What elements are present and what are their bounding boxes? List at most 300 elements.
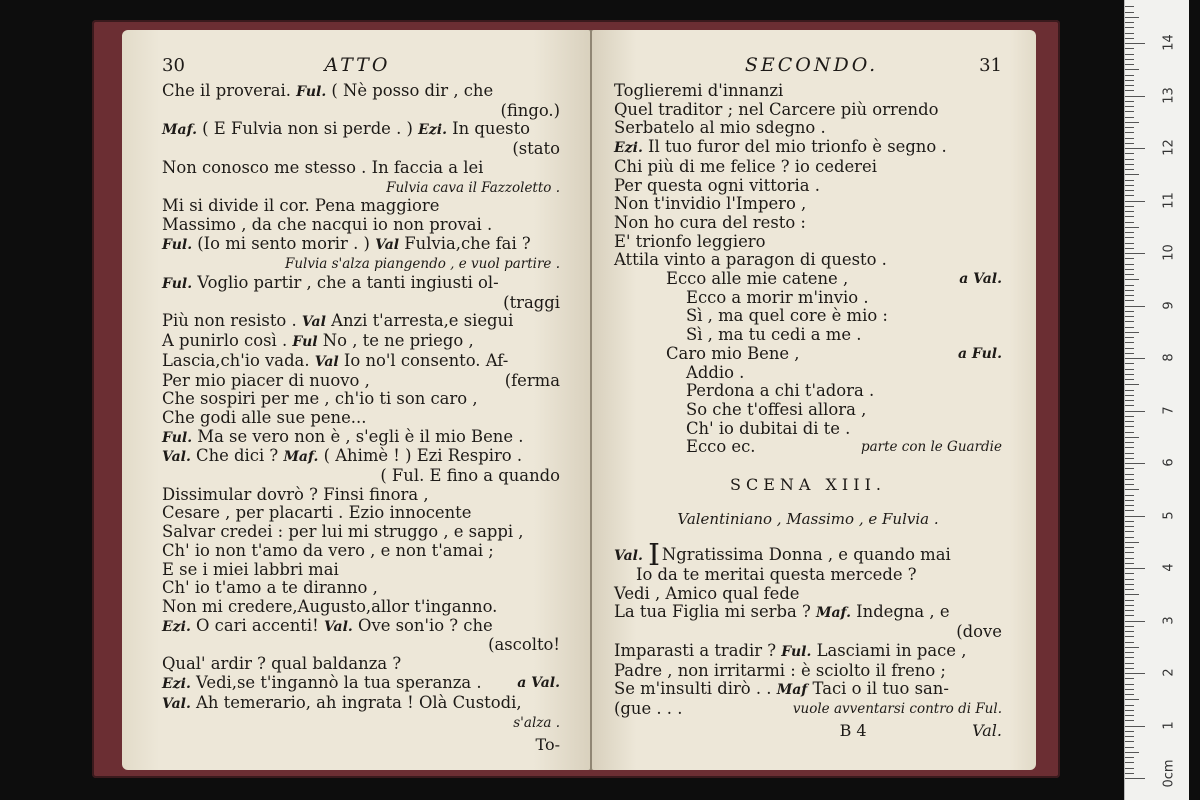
- right-line: [614, 195, 1002, 214]
- ruler-tick: [1125, 636, 1134, 637]
- left-text-block: [162, 82, 560, 733]
- ruler-label: 5: [1161, 510, 1177, 520]
- verse-text: No , te ne priego ,: [317, 331, 474, 351]
- right-line: [614, 585, 1002, 604]
- scene-title: SCENA XIII.: [730, 475, 886, 495]
- ruler-tick: [1125, 589, 1134, 590]
- ruler-tick: [1125, 437, 1139, 438]
- left-line: [162, 523, 560, 542]
- ruler-tick: [1125, 741, 1134, 742]
- ruler-label: 12: [1161, 139, 1177, 156]
- right-line: [614, 700, 1002, 719]
- stage-direction: parte con le Guardie: [860, 439, 1002, 456]
- line-end-fragment: (stato: [512, 139, 560, 159]
- left-line: [162, 636, 560, 655]
- ruler-tick: [1125, 505, 1134, 506]
- verse-text: Lasciami in pace ,: [811, 640, 967, 660]
- verse-text: (gue . . .: [614, 698, 683, 718]
- ruler-tick: [1125, 568, 1145, 569]
- left-line: [162, 713, 560, 733]
- verse-text: Quel traditor ; nel Carcere più orrendo: [614, 99, 939, 119]
- left-line: [162, 428, 560, 448]
- verse-text: Ecco alle mie catene ,: [666, 269, 849, 289]
- left-line: [162, 197, 560, 216]
- ruler-label: 10: [1161, 244, 1177, 261]
- left-line: [162, 254, 560, 274]
- ruler-tick: [1125, 48, 1134, 49]
- ruler-tick: [1125, 75, 1134, 76]
- verse-text: Perdona a chi t'adora .: [686, 381, 875, 401]
- right-line: [614, 420, 1002, 439]
- ruler-tick: [1125, 43, 1145, 44]
- ruler-tick: [1125, 321, 1134, 322]
- ruler-tick: [1125, 316, 1134, 317]
- ruler-tick: [1125, 190, 1134, 191]
- ruler-tick: [1125, 290, 1134, 291]
- left-line: [162, 486, 560, 505]
- aside-direction: a Val.: [517, 674, 560, 691]
- verse-text: Ecco a morir m'invio .: [686, 287, 869, 307]
- verse-text: Ove son'io ? che: [352, 615, 493, 635]
- left-line: [162, 504, 560, 523]
- ruler-tick: [1125, 726, 1145, 727]
- ruler-tick: [1125, 285, 1134, 286]
- verse-text: Il tuo furor del mio trionfo è segno .: [642, 137, 947, 157]
- ruler-tick: [1125, 258, 1134, 259]
- ruler-tick: [1125, 631, 1134, 632]
- ruler-tick: [1125, 426, 1134, 427]
- ruler-tick: [1125, 96, 1145, 97]
- ruler-tick: [1125, 558, 1134, 559]
- line-end-fragment: (traggi: [503, 292, 560, 312]
- left-line: [162, 694, 560, 714]
- verse-text: Ma se vero non è , s'egli è il mio Bene .: [192, 426, 524, 446]
- ruler-label: 13: [1161, 86, 1177, 104]
- speaker-label: Val: [314, 353, 339, 370]
- ruler-tick: [1125, 657, 1134, 658]
- ruler-tick: [1125, 594, 1139, 595]
- ruler-tick: [1125, 610, 1134, 611]
- verse-text: Mi si divide il cor. Pena maggiore: [162, 196, 440, 216]
- ruler-tick: [1125, 642, 1134, 643]
- ruler-tick: [1125, 526, 1134, 527]
- verse-text: Fulvia,che fai ?: [399, 233, 531, 253]
- left-line: [162, 120, 560, 140]
- ruler-tick: [1125, 500, 1134, 501]
- ruler-tick: [1125, 206, 1134, 207]
- verse-text: Sì , ma tu cedi a me .: [686, 325, 862, 345]
- right-page-number: 31: [979, 55, 1002, 76]
- left-line: [162, 598, 560, 617]
- left-line: [162, 409, 560, 428]
- right-text-block-top: [614, 82, 1002, 457]
- verse-text: Attila vinto a paragon di questo .: [614, 250, 887, 270]
- ruler-tick: [1125, 762, 1134, 763]
- verse-text: Vedi , Amico qual fede: [614, 583, 800, 603]
- ruler-tick: [1125, 453, 1134, 454]
- ruler-tick: [1125, 295, 1134, 296]
- ruler-tick: [1125, 673, 1145, 674]
- ruler-tick: [1125, 647, 1139, 648]
- right-line: [614, 345, 1002, 364]
- verse-text: Imparasti a tradir ?: [614, 640, 782, 660]
- left-page-number: 30: [162, 55, 185, 76]
- ruler-tick: [1125, 148, 1145, 149]
- ruler-tick: [1125, 85, 1134, 86]
- ruler-tick: [1125, 64, 1134, 65]
- ruler-label: 2: [1161, 668, 1177, 677]
- ruler-tick: [1125, 59, 1134, 60]
- verse-text: (Io mi sento morir . ): [192, 233, 376, 253]
- verse-text: So che t'offesi allora ,: [686, 399, 867, 419]
- left-line: [162, 617, 560, 637]
- verse-text: Per questa ogni vittoria .: [614, 175, 820, 195]
- verse-text: Che dici ?: [190, 446, 284, 466]
- left-line: [162, 390, 560, 409]
- right-footer: [614, 721, 1002, 740]
- left-catchword: To-: [535, 734, 560, 754]
- verse-text: Io no'l consento. Af-: [338, 350, 509, 370]
- ruler-tick: [1125, 363, 1134, 364]
- ruler-tick: [1125, 521, 1134, 522]
- right-text-block-bottom: [614, 538, 1002, 719]
- line-end-fragment: ( Ful. E fino a quando: [380, 466, 560, 486]
- ruler-tick: [1125, 537, 1134, 538]
- speaker-label: Val.: [162, 449, 191, 466]
- stage-direction: Fulvia cava il Fazzoletto .: [386, 179, 560, 196]
- ruler-tick: [1125, 384, 1139, 385]
- right-line: [614, 158, 1002, 177]
- ruler-tick: [1125, 652, 1134, 653]
- left-line: [162, 294, 560, 313]
- right-line: [614, 642, 1002, 662]
- ruler-tick: [1125, 211, 1134, 212]
- ruler-tick: [1125, 27, 1134, 28]
- verse-text: Vedi,se t'ingannò la tua speranza .: [190, 672, 482, 692]
- verse-text: Indegna , e: [850, 602, 950, 622]
- ruler-tick: [1125, 663, 1134, 664]
- ruler-tick: [1125, 101, 1134, 102]
- ruler-tick: [1125, 479, 1134, 480]
- right-line: [614, 623, 1002, 642]
- ruler-tick: [1125, 694, 1134, 695]
- ruler-tick: [1125, 773, 1134, 774]
- verse-text: E se i miei labbri mai: [162, 559, 339, 579]
- right-line: [614, 538, 1002, 574]
- ruler-tick: [1125, 369, 1134, 370]
- right-line: [614, 214, 1002, 233]
- left-footer: [162, 735, 560, 754]
- right-line: [614, 270, 1002, 289]
- ruler-tick: [1125, 237, 1134, 238]
- ruler-tick: [1125, 132, 1134, 133]
- left-line: [162, 216, 560, 235]
- ruler-tick: [1125, 484, 1134, 485]
- verse-text: O cari accenti!: [190, 615, 324, 635]
- ruler-tick: [1125, 227, 1139, 228]
- ruler-tick: [1125, 33, 1134, 34]
- left-line: [162, 542, 560, 561]
- ruler-tick: [1125, 731, 1134, 732]
- ruler-tick: [1125, 12, 1134, 13]
- right-line: [614, 251, 1002, 270]
- left-line: [162, 312, 560, 332]
- ruler-tick: [1125, 510, 1134, 511]
- ruler-tick: [1125, 395, 1134, 396]
- line-end-fragment: (fingo.): [500, 100, 560, 120]
- verse-text: Io da te meritai questa mercede ?: [636, 565, 917, 585]
- ruler-tick: [1125, 705, 1134, 706]
- ruler-tick: [1125, 720, 1134, 721]
- right-line: [614, 662, 1002, 681]
- ruler-tick: [1125, 353, 1134, 354]
- ruler-tick: [1125, 174, 1139, 175]
- verse-text: Ecco ec.: [686, 437, 756, 457]
- right-line: [614, 307, 1002, 326]
- verse-text: Dissimular dovrò ? Finsi finora ,: [162, 484, 429, 504]
- left-line: [162, 235, 560, 255]
- ruler-tick: [1125, 600, 1134, 601]
- left-line: [162, 274, 560, 294]
- ruler-tick: [1125, 127, 1134, 128]
- right-line: [614, 82, 1002, 101]
- left-line: [162, 332, 560, 352]
- ruler-tick: [1125, 348, 1134, 349]
- ruler-tick: [1125, 584, 1134, 585]
- verse-text: Addio .: [686, 362, 745, 382]
- ruler-tick: [1125, 106, 1134, 107]
- speaker-label: Ezi.: [162, 618, 191, 635]
- ruler-tick: [1125, 311, 1134, 312]
- ruler-tick: [1125, 379, 1134, 380]
- scene-persons: Valentiniano , Massimo , e Fulvia .: [677, 510, 939, 529]
- speaker-label: Ful.: [781, 643, 812, 660]
- ruler-label: 14: [1161, 34, 1177, 51]
- left-head-title: ATTO: [324, 54, 391, 76]
- ruler-tick: [1125, 358, 1145, 359]
- measurement-ruler: [1124, 0, 1189, 800]
- right-line: [614, 566, 1002, 585]
- ruler-tick: [1125, 80, 1134, 81]
- ruler-tick: [1125, 458, 1134, 459]
- verse-text: Lascia,ch'io vada.: [162, 350, 315, 370]
- ruler-tick: [1125, 531, 1134, 532]
- ruler-tick: [1125, 143, 1134, 144]
- ruler-tick: [1125, 579, 1134, 580]
- verse-text: Che sospiri per me , ch'io ti son caro ,: [162, 389, 478, 409]
- right-line: [614, 364, 1002, 383]
- left-line: [162, 467, 560, 486]
- ruler-tick: [1125, 269, 1134, 270]
- ruler-tick: [1125, 195, 1134, 196]
- ruler-tick: [1125, 684, 1134, 685]
- right-line: [614, 680, 1002, 700]
- right-line: [614, 401, 1002, 420]
- ruler-tick: [1125, 138, 1134, 139]
- verse-text: Che il proverai.: [162, 81, 297, 100]
- ruler-tick: [1125, 573, 1134, 574]
- ruler-tick: [1125, 547, 1134, 548]
- ruler-tick: [1125, 442, 1134, 443]
- ruler-tick: [1125, 432, 1134, 433]
- verse-text: Se m'insulti dirò . .: [614, 679, 777, 699]
- verse-text: A punirlo così .: [162, 331, 293, 351]
- ruler-tick: [1125, 689, 1134, 690]
- right-page: [592, 30, 1036, 770]
- verse-text: Sì , ma quel core è mio :: [686, 306, 888, 326]
- verse-text: ( Nè posso dir , che: [326, 81, 494, 100]
- ruler-tick: [1125, 400, 1134, 401]
- ruler-tick: [1125, 463, 1145, 464]
- ruler-tick: [1125, 405, 1134, 406]
- ruler-tick: [1125, 542, 1139, 543]
- ruler-label: 6: [1161, 458, 1177, 467]
- ruler-tick: [1125, 337, 1134, 338]
- speaker-label: Ful: [292, 334, 318, 351]
- verse-text: Taci o il tuo san-: [807, 679, 949, 699]
- verse-text: ( Ahimè ! ) Ezi Respiro .: [318, 446, 523, 466]
- speaker-label: Maf.: [815, 605, 851, 622]
- speaker-label: Val.: [162, 695, 191, 712]
- ruler-tick: [1125, 111, 1134, 112]
- ruler-tick: [1125, 678, 1134, 679]
- verse-text: Toglieremi d'innanzi: [614, 81, 784, 100]
- left-running-head: [162, 54, 560, 80]
- ruler-tick: [1125, 54, 1134, 55]
- verse-text: Non t'invidio l'Impero ,: [614, 194, 807, 214]
- ruler-label: 8: [1161, 353, 1177, 362]
- left-line: [162, 372, 560, 391]
- aside-direction: a Val.: [959, 271, 1002, 288]
- ruler-label: 11: [1161, 191, 1177, 209]
- verse-text: Salvar credei : per lui mi struggo , e sappi ,: [162, 522, 524, 542]
- ruler-tick: [1125, 6, 1134, 7]
- right-line: [614, 382, 1002, 401]
- ruler-tick: [1125, 185, 1134, 186]
- verse-text: Non conosco me stesso . In faccia a lei: [162, 157, 484, 177]
- ruler-tick: [1125, 342, 1134, 343]
- left-line: [162, 140, 560, 159]
- ruler-tick: [1125, 22, 1134, 23]
- verse-text: Voglio partir , che a tanti ingiusti ol-: [192, 273, 499, 293]
- ruler-label: 9: [1161, 300, 1177, 310]
- speaker-label: Val: [301, 314, 326, 331]
- ruler-tick: [1125, 216, 1134, 217]
- verse-text: Serbatelo al mio sdegno .: [614, 118, 826, 138]
- ruler-tick: [1125, 552, 1134, 553]
- aside-direction: a Ful.: [957, 345, 1002, 362]
- ruler-tick: [1125, 169, 1134, 170]
- verse-text: Non ho cura del resto :: [614, 212, 806, 232]
- ruler-tick: [1125, 474, 1134, 475]
- right-line: [614, 603, 1002, 623]
- ruler-tick: [1125, 752, 1139, 753]
- speaker-label: Ezi.: [614, 140, 643, 157]
- ruler-label: 7: [1161, 405, 1177, 415]
- ruler-tick: [1125, 778, 1145, 779]
- verse-text: La tua Figlia mi serba ?: [614, 602, 816, 622]
- right-line: [614, 119, 1002, 138]
- speaker-label: Ezi.: [162, 675, 191, 692]
- verse-text: Chi più di me felice ? io cederei: [614, 156, 877, 176]
- ruler-tick: [1125, 332, 1139, 333]
- ruler-tick: [1125, 768, 1134, 769]
- left-line: [162, 579, 560, 598]
- ruler-tick: [1125, 222, 1134, 223]
- ruler-tick: [1125, 274, 1134, 275]
- stage-direction: s'alza .: [513, 715, 560, 732]
- ruler-tick: [1125, 605, 1134, 606]
- ruler-tick: [1125, 757, 1134, 758]
- ruler-tick: [1125, 300, 1134, 301]
- ruler-label: 3: [1161, 615, 1177, 625]
- speaker-label: Ful.: [162, 429, 193, 446]
- right-head-title: SECONDO.: [744, 54, 879, 76]
- ruler-tick: [1125, 421, 1134, 422]
- right-line: [614, 233, 1002, 252]
- left-line: [162, 674, 560, 694]
- right-line: [614, 289, 1002, 308]
- speaker-label: Ful.: [162, 236, 193, 253]
- left-line: [162, 178, 560, 198]
- verse-text: E' trionfo leggiero: [614, 231, 766, 251]
- speaker-label: Val.: [614, 548, 643, 565]
- ruler-tick: [1125, 253, 1145, 254]
- left-line: [162, 655, 560, 674]
- ruler-tick: [1125, 489, 1139, 490]
- speaker-label: Ful.: [296, 84, 327, 100]
- line-end-fragment: (ascolto!: [488, 635, 560, 655]
- drop-capital: I: [648, 538, 660, 574]
- ruler-tick: [1125, 495, 1134, 496]
- verse-text: Per mio piacer di nuovo ,: [162, 370, 370, 390]
- ruler-tick: [1125, 736, 1134, 737]
- signature-mark: B 4: [839, 720, 867, 740]
- verse-text: Ah temerario, ah ingrata ! Olà Custodi,: [190, 692, 522, 712]
- ruler-tick: [1125, 248, 1134, 249]
- speaker-label: Val: [375, 236, 400, 253]
- speaker-label: Maf.: [283, 449, 319, 466]
- verse-text: Ch' io t'amo a te diranno ,: [162, 578, 378, 598]
- verse-text: Massimo , da che nacqui io non provai .: [162, 214, 493, 234]
- ruler-tick: [1125, 69, 1139, 70]
- ruler-tick: [1125, 563, 1134, 564]
- line-end-fragment: (dove: [956, 622, 1002, 642]
- ruler-tick: [1125, 411, 1145, 412]
- ruler-tick: [1125, 279, 1139, 280]
- ruler-tick: [1125, 38, 1134, 39]
- ruler-tick: [1125, 306, 1145, 307]
- left-page: [122, 30, 590, 770]
- stage-direction: Fulvia s'alza piangendo , e vuol partire .: [284, 256, 560, 273]
- verse-text: Ch' io dubitai di te .: [686, 418, 851, 438]
- ruler-tick: [1125, 264, 1134, 265]
- ruler-tick: [1125, 468, 1134, 469]
- ruler-tick: [1125, 626, 1134, 627]
- ruler-tick: [1125, 621, 1145, 622]
- ruler-tick: [1125, 416, 1134, 417]
- left-line: [162, 447, 560, 467]
- left-line: [162, 561, 560, 580]
- verse-text: Cesare , per placarti . Ezio innocente: [162, 503, 472, 523]
- ruler-tick: [1125, 180, 1134, 181]
- right-running-head: [614, 54, 1002, 80]
- left-line: [162, 102, 560, 121]
- verse-text: Caro mio Bene ,: [666, 343, 800, 363]
- ruler-tick: [1125, 17, 1139, 18]
- speaker-label: Maf.: [162, 122, 197, 139]
- left-line: [162, 82, 560, 102]
